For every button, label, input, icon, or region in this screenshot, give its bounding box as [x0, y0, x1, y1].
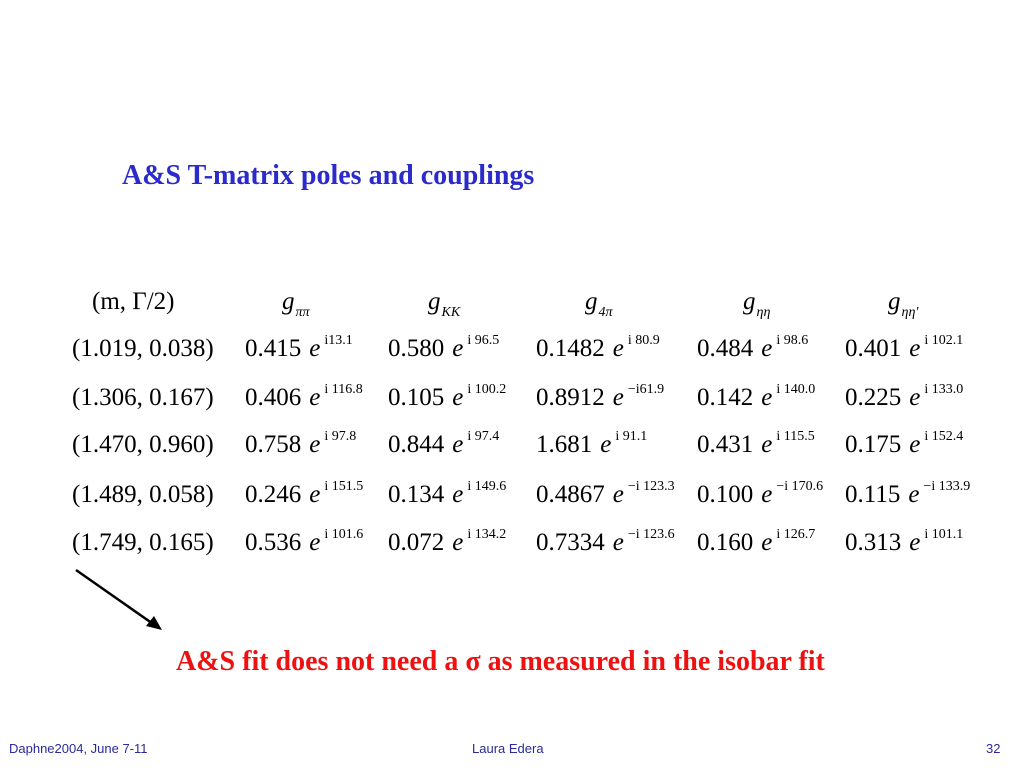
coupling-magnitude: 1.681 — [536, 431, 593, 458]
coupling-magnitude: 0.313 — [845, 529, 902, 556]
exponential-e: e — [761, 335, 773, 362]
phase-exponent: −i61.9 — [627, 382, 665, 397]
coupling-cell — [845, 333, 964, 362]
pole-cell: (1.489, 0.058) — [72, 481, 214, 508]
coupling-cell — [388, 382, 507, 411]
exponential-e: e — [309, 335, 321, 362]
coupling-magnitude: 0.115 — [845, 481, 901, 508]
coupling-cell — [536, 429, 648, 458]
coupling-magnitude: 0.1482 — [536, 335, 605, 362]
exponential-e: e — [909, 335, 921, 362]
coupling-cell — [697, 333, 809, 362]
phase-exponent: i 115.5 — [776, 429, 815, 444]
phase-exponent: i 152.4 — [924, 429, 964, 444]
phase-exponent: i 151.5 — [324, 479, 364, 494]
coupling-magnitude: 0.536 — [245, 529, 302, 556]
coupling-magnitude: 0.580 — [388, 335, 445, 362]
slide-title: A&S T-matrix poles and couplings — [122, 160, 535, 191]
coupling-magnitude: 0.406 — [245, 384, 302, 411]
coupling-cell — [536, 333, 660, 362]
phase-exponent: i 101.1 — [924, 527, 964, 542]
coupling-magnitude: 0.100 — [697, 481, 754, 508]
coupling-cell — [388, 479, 507, 508]
phase-exponent: −i 123.3 — [627, 479, 675, 494]
exponential-e: e — [309, 384, 321, 411]
exponential-e: e — [452, 335, 464, 362]
phase-exponent: i13.1 — [324, 333, 353, 348]
exponential-e: e — [612, 481, 624, 508]
phase-exponent: i 134.2 — [467, 527, 507, 542]
coupling-cell — [845, 479, 971, 508]
header-g-kk: $g_{KK}$ — [428, 288, 461, 320]
exponential-e: e — [309, 481, 321, 508]
coupling-cell — [845, 527, 964, 556]
coupling-magnitude: 0.844 — [388, 431, 445, 458]
exponential-e: e — [909, 529, 921, 556]
exponential-e: e — [309, 431, 321, 458]
coupling-magnitude: 0.7334 — [536, 529, 605, 556]
coupling-cell — [536, 382, 665, 411]
exponential-e: e — [309, 529, 321, 556]
coupling-cell — [697, 382, 816, 411]
pole-cell: (1.470, 0.960) — [72, 431, 214, 458]
exponential-e: e — [612, 384, 624, 411]
coupling-cell — [845, 429, 964, 458]
exponential-e: e — [452, 529, 464, 556]
coupling-cell — [697, 527, 816, 556]
coupling-cell — [245, 333, 353, 362]
exponential-e: e — [761, 384, 773, 411]
coupling-magnitude: 0.225 — [845, 384, 902, 411]
coupling-cell — [245, 429, 357, 458]
coupling-cell — [536, 479, 675, 508]
exponential-e: e — [761, 529, 773, 556]
coupling-magnitude: 0.484 — [697, 335, 754, 362]
page-number: 32 — [986, 741, 1001, 756]
coupling-magnitude: 0.758 — [245, 431, 302, 458]
phase-exponent: i 80.9 — [627, 333, 660, 348]
phase-exponent: −i 123.6 — [627, 527, 675, 542]
phase-exponent: i 91.1 — [615, 429, 648, 444]
coupling-magnitude: 0.072 — [388, 529, 445, 556]
sigma-note: A&S fit does not need a σ as measured in the isobar fit — [176, 646, 825, 677]
coupling-cell — [388, 333, 500, 362]
exponential-e: e — [909, 384, 921, 411]
coupling-cell — [536, 527, 675, 556]
exponential-e: e — [452, 384, 464, 411]
phase-exponent: i 102.1 — [924, 333, 964, 348]
coupling-magnitude: 0.4867 — [536, 481, 605, 508]
phase-exponent: i 149.6 — [467, 479, 507, 494]
pole-cell: (1.749, 0.165) — [72, 529, 214, 556]
phase-exponent: i 126.7 — [776, 527, 816, 542]
coupling-magnitude: 0.415 — [245, 335, 302, 362]
coupling-magnitude: 0.401 — [845, 335, 902, 362]
phase-exponent: i 98.6 — [776, 333, 809, 348]
exponential-e: e — [761, 481, 773, 508]
phase-exponent: i 101.6 — [324, 527, 364, 542]
pole-cell: (1.306, 0.167) — [72, 384, 214, 411]
exponential-e: e — [909, 431, 921, 458]
coupling-cell — [245, 479, 364, 508]
phase-exponent: i 133.0 — [924, 382, 964, 397]
header-pole: (m, Γ/2) — [92, 288, 175, 315]
exponential-e: e — [600, 431, 612, 458]
phase-exponent: −i 133.9 — [923, 479, 971, 494]
coupling-cell — [697, 479, 824, 508]
footer-author: Laura Edera — [472, 741, 544, 756]
exponential-e: e — [452, 481, 464, 508]
phase-exponent: i 140.0 — [776, 382, 816, 397]
coupling-cell — [388, 527, 507, 556]
header-g-etaetaprime: $g_{\eta\eta'}$ — [888, 288, 919, 320]
coupling-cell — [245, 382, 363, 411]
exponential-e: e — [612, 529, 624, 556]
coupling-magnitude: 0.431 — [697, 431, 754, 458]
coupling-cell — [697, 429, 815, 458]
coupling-cell — [845, 382, 964, 411]
phase-exponent: i 97.4 — [467, 429, 500, 444]
coupling-magnitude: 0.8912 — [536, 384, 605, 411]
coupling-magnitude: 0.175 — [845, 431, 902, 458]
coupling-cell — [388, 429, 500, 458]
phase-exponent: i 100.2 — [467, 382, 507, 397]
exponential-e: e — [452, 431, 464, 458]
exponential-e: e — [761, 431, 773, 458]
phase-exponent: i 96.5 — [467, 333, 500, 348]
coupling-magnitude: 0.160 — [697, 529, 754, 556]
exponential-e: e — [908, 481, 920, 508]
phase-exponent: i 97.8 — [324, 429, 357, 444]
coupling-magnitude: 0.105 — [388, 384, 445, 411]
header-g-etaeta: $g_{\eta\eta}$ — [743, 288, 771, 320]
arrow-icon — [70, 566, 170, 638]
phase-exponent: −i 170.6 — [776, 479, 824, 494]
coupling-magnitude: 0.246 — [245, 481, 302, 508]
phase-exponent: i 116.8 — [324, 382, 363, 397]
footer-left: Daphne2004, June 7-11 — [9, 741, 148, 756]
coupling-magnitude: 0.134 — [388, 481, 445, 508]
exponential-e: e — [612, 335, 624, 362]
pole-cell: (1.019, 0.038) — [72, 335, 214, 362]
header-g-pipi: $g_{\pi\pi}$ — [282, 288, 310, 320]
header-g-4pi: $g_{4\pi}$ — [585, 288, 613, 320]
coupling-cell — [245, 527, 364, 556]
coupling-magnitude: 0.142 — [697, 384, 754, 411]
